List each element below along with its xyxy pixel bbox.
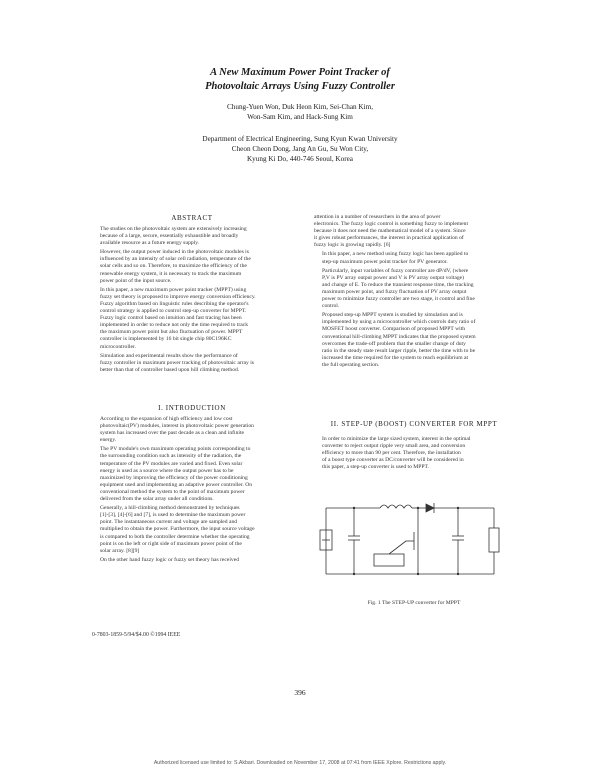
abstract-paragraph-1: The studies on the photovoltaic system are extensively increasing because of a large, secure, essentially exhaustible and broadly available resource as a future energy supply. [100,226,247,247]
right-paragraph-3: Particularly, input variables of fuzzy controller are dP/dV, (where P,V is PV array output power and V is PV array output voltage) and change of E. To reduce the transient response time, the tracking maximum power point, and fuzzy fluctuation of PV array output power to minimize fuzzy controller are two stage, it control and fine control. [322,267,475,310]
title-line-2: Photovoltaic Arrays Using Fuzzy Controller [205,81,395,92]
intro-paragraph-2: The PV module's own maximum operating points corresponding to the surrounding condition such as intensity of the radiation, the temperature of the PV modules are varied and fixed. Even solar energy is used as a source where the output power has to be maximized by improving the efficiency of the power conditioning equipment used and implementing an adaptive power controller. On conventional method the system to the point of maximum power delivered from the solar array under all conditions. [100,446,253,503]
intro-heading: I. INTRODUCTION [158,404,226,412]
right-paragraph-1: attention in a number of researchers in the area of power electronics. The fuzzy logic control is something fuzzy to implement because it does not need the mathematical model of a system. Since it gives robust performances, the interest in practical application of fuzzy logic is growing rapidly. [6] [314,214,468,249]
figure-caption: Fig. 1 The STEP-UP converter for MPPT [367,600,461,606]
license-footer: Authorized licensed use limited to: S.Akbari. Downloaded on November 17, 2008 at 07:41 from IEEE Xplore. Restrictions apply. [153,760,447,766]
inductor-symbol [380,505,412,508]
section2-paragraph: In order to minimize the large sized system, interest in the optimal converter to reject output ripple very small area, and conversion efficiency to more than 90 per cent. Therefore, the installation of a boost type converter as DC/converter will be considered in this paper, a step-up converter is used to MPPT. [322,436,471,471]
abstract-paragraph-4: Simulation and experimental results show the performance of fuzzy controller in maximum power tracking of photovoltaic array is better than that of controller based upon hill climbing method. [100,352,254,373]
title-line-1: A New Maximum Power Point Tracker of [210,67,390,78]
right-paragraph-4: Proposed step-up MPPT system is studied by simulation and is implemented by using a microcontroller which controls duty ratio of MOSFET boost converter. Comparison of proposed MPPT with conventional hill-climbing MPPT indicates that the proposed system overcomes the trade-off problem that the smaller change of duty ratio in the steady state result larger ripple, better the time with to be increased the time required for the system to reach equilibrium at the full operating section. [322,312,476,368]
controller-block [374,554,404,566]
right-column-body [314,214,514,369]
abstract-paragraph-3: In this paper, a new maximum power point tracker (MPPT) using fuzzy set theory is proposed to improve energy conversion efficiency. Fuzzy algorithm based on linguistic rules describing the operator's control strategy is applied to control step-up converter for MPPT. Fuzzy logic control based on intuition and fast tracing has been implemented in order to reduce not only the time required to track the maximum power point but also fluctuation of power. MPPT controller is implemented by 16 bit single chip 80C196KC microcontroller. [100,286,256,350]
authors [0,102,600,122]
right-paragraph-2: In this paper, a new method using fuzzy logic has been applied to step-up maximum power point tracker for PV generator. [322,251,469,265]
abstract-paragraph-2: However, the output power induced in the photovoltaic modules is influenced by an intensity of solar cell radiation, temperature of the solar cells and so on. Therefore, to maximize the efficiency of the renewable energy system, it is necessary to track the maximum power point of the input source. [100,249,251,284]
diode-symbol [426,504,434,512]
copyright-line: 0-7803-1859-5/94/$4.00 ©1994 IEEE [92,632,181,638]
abstract-body [92,226,292,374]
intro-paragraph-3: Generally, a hill-climbing method demonstrated by techniques [1]-[3], [4]-[6] and [7], is used to determine the maximum power point. The instantaneous current and voltage are sampled and multiplied to obtain the power. Furthermore, the input source voltage is compared to both the controller determine whether the operating point is on the left or right side of maximum power point of the solar array. [8][9] [100,505,255,554]
affiliation-line-1: Department of Electrical Engineering, Sung Kyun Kwan University [202,135,398,143]
section2-body [314,436,514,471]
page-number: 396 [294,688,306,697]
abstract-heading: ABSTRACT [171,214,213,222]
author-line-1: Chung-Yuen Won, Duk Heon Kim, Sei-Chan Kim, [226,103,374,111]
section2-heading: II. STEP-UP (BOOST) CONVERTER FOR MPPT [330,420,498,428]
boost-converter-figure [318,488,510,592]
intro-body [92,416,292,564]
paper-title [0,66,600,94]
intro-paragraph-1: According to the expansion of high efficiency and low cost photovoltaic(PV) modules, interest in photovoltaic power generation system has increased over the past decade as a clean and infinite energy. [100,416,254,444]
affiliation [0,134,600,164]
affiliation-line-3: Kyung Ki Do, 440-746 Seoul, Korea [246,155,353,163]
intro-paragraph-4: On the other hand fuzzy logic or fuzzy set theory has received [100,556,240,563]
author-line-2: Won-Sam Kim, and Hack-Sung Kim [247,113,353,121]
load-resistor [489,528,499,552]
affiliation-line-2: Cheon Cheon Dong, Jang An Gu, Su Won City, [231,145,369,153]
